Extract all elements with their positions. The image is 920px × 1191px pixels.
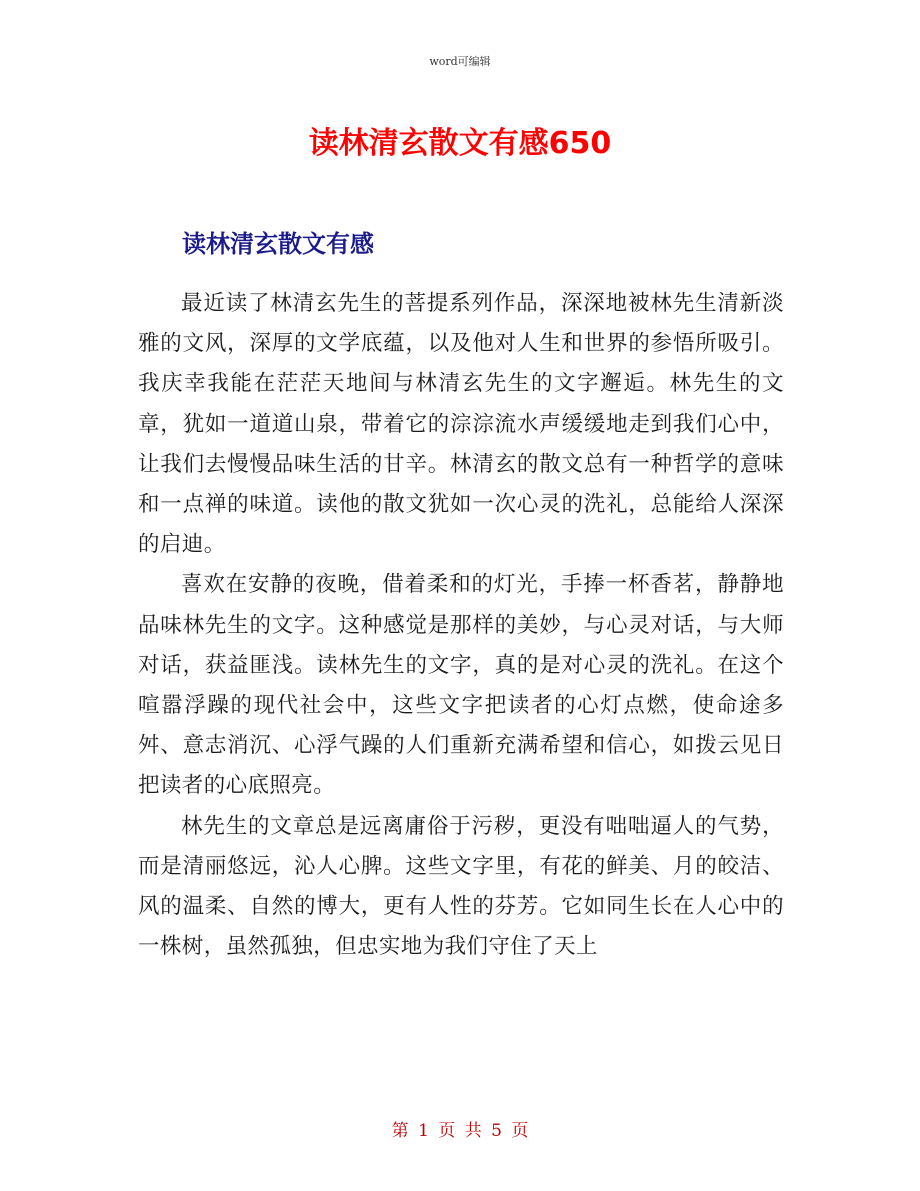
document-subtitle: 读林清玄散文有感 — [182, 230, 374, 258]
paragraph-2: 喜欢在安静的夜晚，借着柔和的灯光，手捧一杯香茗，静静地品味林先生的文字。这种感觉是那样的美妙，与心灵对话，与大师对话，获益匪浅。读林先生的文字，真的是对心灵的洗礼。在这个喧嚣浮躁的现代社会中，这些文字把读者的心灯点燃，使命途多舛、意志消沉、心浮气躁的人们重新充满希望和信心，如拨云见日把读者的心底照亮。 — [138, 572, 784, 799]
page-number-footer: 第 1 页 共 5 页 — [391, 1121, 529, 1141]
paragraph-1: 最近读了林清玄先生的菩提系列作品，深深地被林先生清新淡雅的文风，深厚的文学底蕴，以及他对人生和世界的参悟所吸引。我庆幸我能在茫茫天地间与林清玄先生的文字邂逅。林先生的文章，犹如一道道山泉，带着它的淙淙流水声缓缓地走到我们心中，让我们去慢慢品味生活的甘辛。林清玄的散文总有一种哲学的意味和一点禅的味道。读他的散文犹如一次心灵的洗礼，总能给人深深的启迪。 — [138, 291, 784, 558]
paragraph-3: 林先生的文章总是远离庸俗于污秽，更没有咄咄逼人的气势，而是清丽悠远，沁人心脾。这些文字里，有花的鲜美、月的皎洁、风的温柔、自然的博大，更有人性的芬芳。它如同生长在人心中的一株树，虽然孤独，但忠实地为我们守住了天上 — [138, 813, 784, 960]
header-note: word可编辑 — [429, 55, 491, 68]
document-title: 读林清玄散文有感650 — [308, 126, 612, 161]
document-body — [138, 284, 784, 967]
